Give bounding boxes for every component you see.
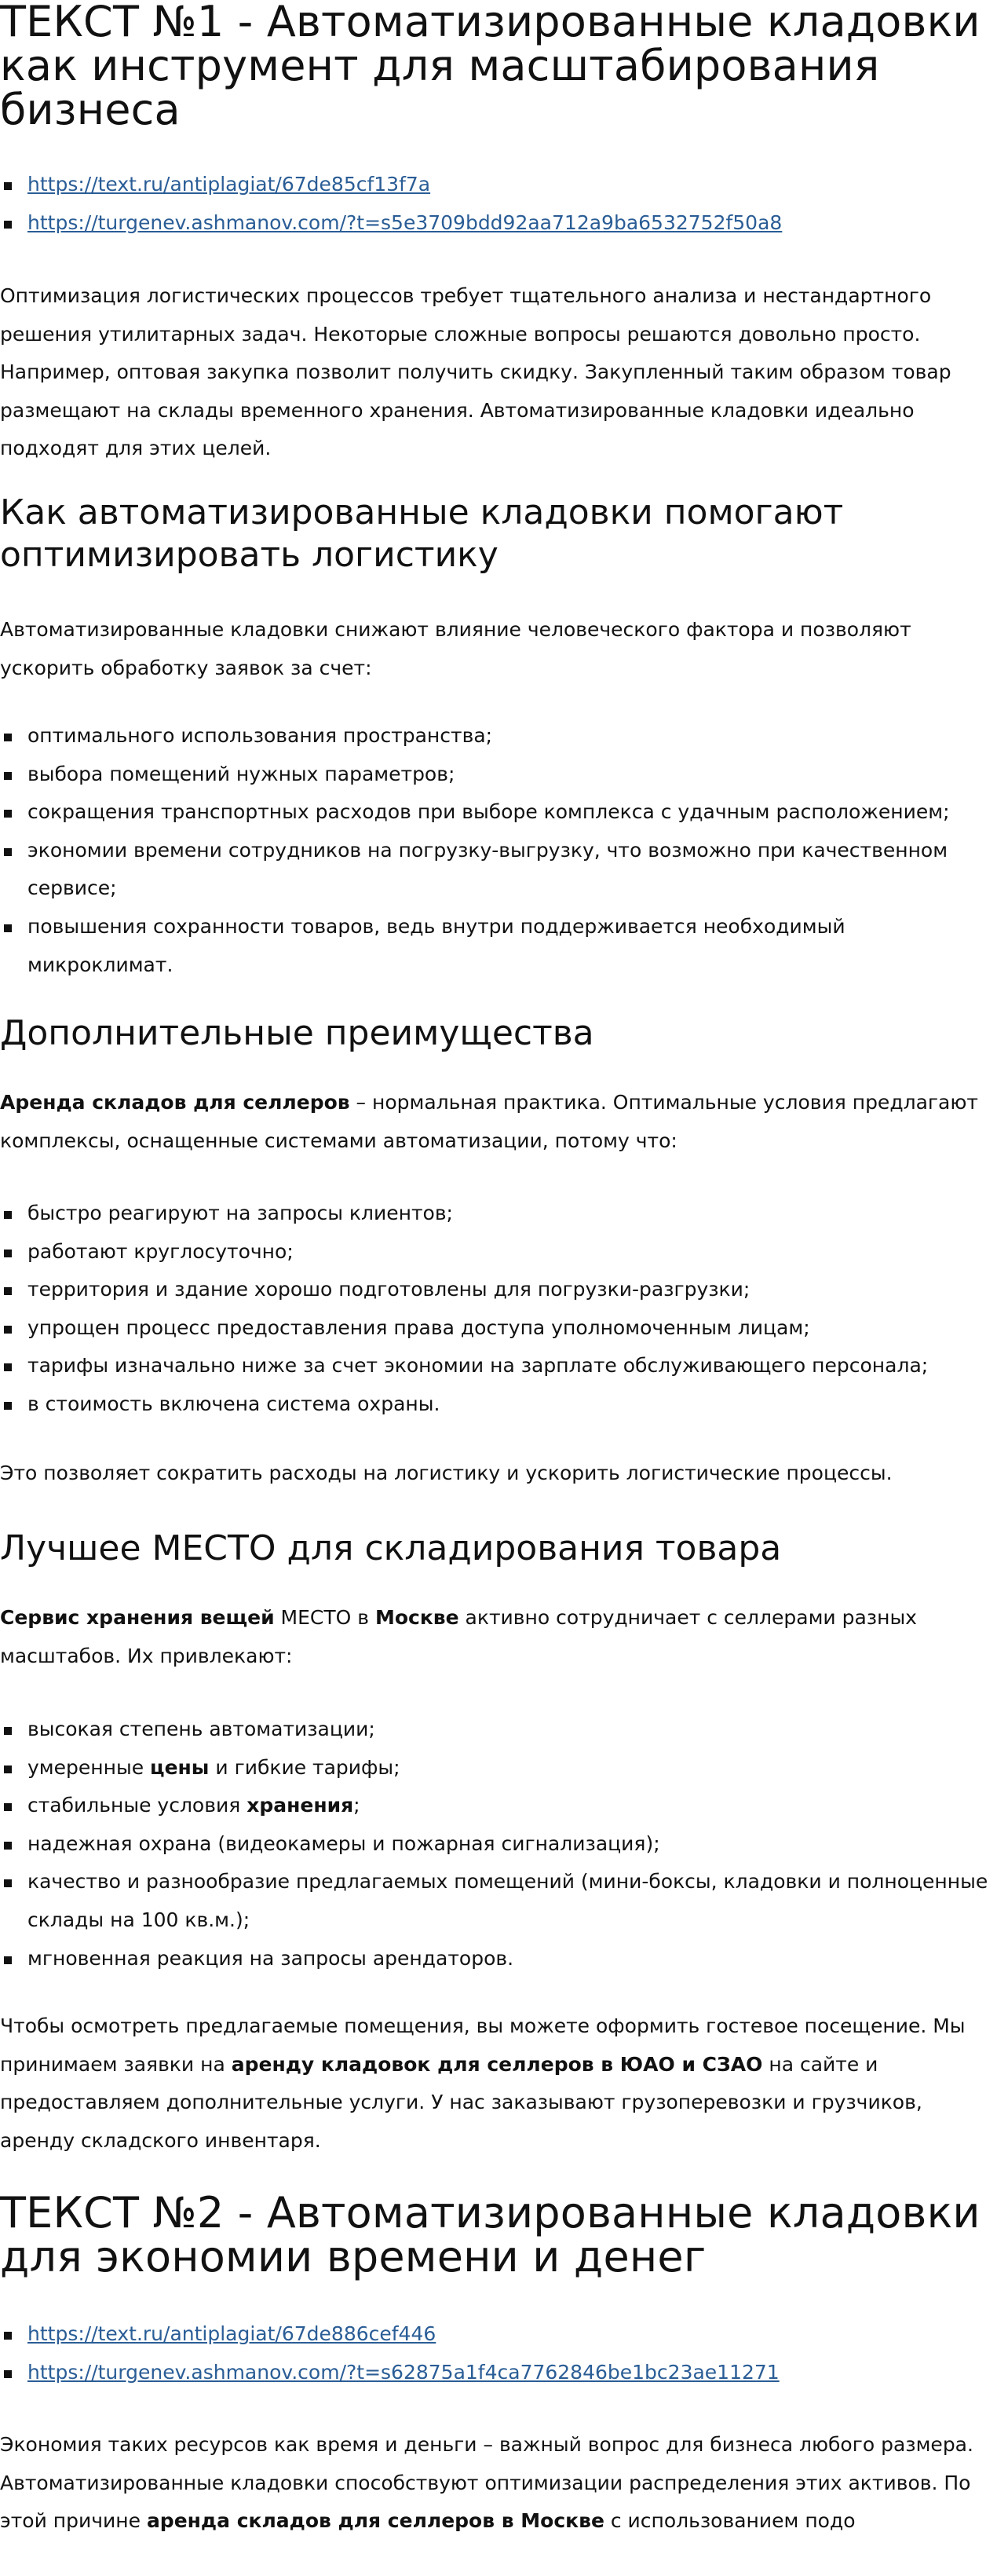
text-run: стабильные условия [27,1794,247,1817]
text1-links [0,166,995,242]
list-item [0,1749,995,1787]
text-run: Чтобы осмотреть предлагаемые помещения, вы можете оформить гостевое посещение. Мы принимаем заявки на [0,2014,966,2076]
list-item: оптимального использования пространства; [0,717,995,756]
link-item [0,2315,995,2354]
bold-phrase: аренда складов для селлеров в Москве [146,2509,604,2533]
text-run: – нормальная практика. Оптимальные условия предлагают комплексы, оснащенные системами автоматизации, потому что: [0,1091,978,1152]
link-item [0,204,995,243]
bold-phrase: Аренда складов для селлеров [0,1091,350,1114]
bold-phrase: цены [150,1755,210,1779]
bold-phrase: Москве [374,1606,459,1629]
list-item [0,1787,995,1825]
bold-phrase: хранения [247,1794,354,1817]
list-item: быстро реагируют на запросы клиентов; [0,1195,995,1233]
list-item: сокращения транспортных расходов при выборе комплекса с удачным расположением; [0,793,995,832]
list-item: надежная охрана (видеокамеры и пожарная сигнализация); [0,1825,995,1864]
text-run: активно сотрудничает с селлерами разных масштабов. Их привлекают: [0,1606,917,1667]
list-item: качество и разнообразие предлагаемых помещений (мини-боксы, кладовки и полноценные склады на 100 кв.м.); [0,1863,995,1939]
section-heading-best-place: Лучшее МЕСТО для складирования товара [0,1528,782,1568]
link-item [0,166,995,204]
text-run: с использованием подо [604,2509,856,2533]
section3-list [0,1711,995,1978]
text-run: и гибкие тарифы; [209,1755,400,1779]
antiplagiat-link[interactable]: https://text.ru/antiplagiat/67de85cf13f7a [27,173,431,196]
section1-list [0,717,995,984]
text-run: Экономия таких ресурсов как время и деньги – важный вопрос для бизнеса любого размера. Автоматизированные кладовки способствуют оптимизации распределения этих активов. По этой причине [0,2433,973,2533]
text1-intro: Оптимизация логистических процессов требует тщательного анализа и нестандартного решения утилитарных задач. Некоторые сложные вопросы решаются довольно просто. Например, оптовая закупка позволит получить скидку. Закупленный таким образом товар размещают на склады временного хранения. Автоматизированные кладовки идеально подходят для этих целей. [0,284,951,460]
text1-title: ТЕКСТ №1 - Автоматизированные кладовки как инструмент для масштабирования бизнеса [0,0,981,134]
list-item: в стоимость включена система охраны. [0,1385,995,1424]
text-run: ; [353,1794,360,1817]
list-item: мгновенная реакция на запросы арендаторов. [0,1940,995,1978]
turgenev-link[interactable]: https://turgenev.ashmanov.com/?t=s62875a1f4ca7762846be1bc23ae11271 [27,2360,780,2384]
list-item: выбора помещений нужных параметров; [0,756,995,794]
section3-outro [0,2007,995,2160]
bold-phrase: аренду кладовок для селлеров в ЮАО и СЗАО [231,2052,763,2076]
text2-intro [0,2426,995,2541]
list-item: повышения сохранности товаров, ведь внутри поддерживается необходимый микроклимат. [0,908,995,984]
text-run: умеренные [27,1755,151,1779]
list-item: высокая степень автоматизации; [0,1711,995,1749]
text-run: на сайте и предоставляем дополнительные услуги. У нас заказывают грузоперевозки и грузчиков, аренду складского инвентаря. [0,2052,922,2152]
list-item: территория и здание хорошо подготовлены для погрузки-разгрузки; [0,1271,995,1309]
text-run: МЕСТО в [274,1606,375,1629]
link-item [0,2354,995,2392]
list-item: упрощен процесс предоставления права доступа уполномоченным лицам; [0,1309,995,1348]
section-heading-advantages: Дополнительные преимущества [0,1013,594,1053]
section2-outro: Это позволяет сократить расходы на логистику и ускорить логистические процессы. [0,1462,893,1484]
list-item: работают круглосуточно; [0,1233,995,1272]
section1-paragraph: Автоматизированные кладовки снижают влияние человеческого фактора и позволяют ускорить обработку заявок за счет: [0,618,911,679]
antiplagiat-link[interactable]: https://text.ru/antiplagiat/67de886cef446 [27,2322,436,2345]
text2-links [0,2315,995,2391]
section-heading-logistics: Как автоматизированные кладовки помогают оптимизировать логистику [0,492,844,575]
section3-paragraph [0,1599,995,1675]
bold-phrase: Сервис хранения вещей [0,1606,275,1629]
section2-paragraph [0,1084,995,1160]
list-item: экономии времени сотрудников на погрузку-выгрузку, что возможно при качественном сервисе; [0,832,995,908]
list-item: тарифы изначально ниже за счет экономии на зарплате обслуживающего персонала; [0,1347,995,1385]
text2-title: ТЕКСТ №2 - Автоматизированные кладовки для экономии времени и денег [0,2188,981,2281]
section2-list [0,1195,995,1424]
turgenev-link[interactable]: https://turgenev.ashmanov.com/?t=s5e3709bdd92aa712a9ba6532752f50a8 [27,210,783,234]
